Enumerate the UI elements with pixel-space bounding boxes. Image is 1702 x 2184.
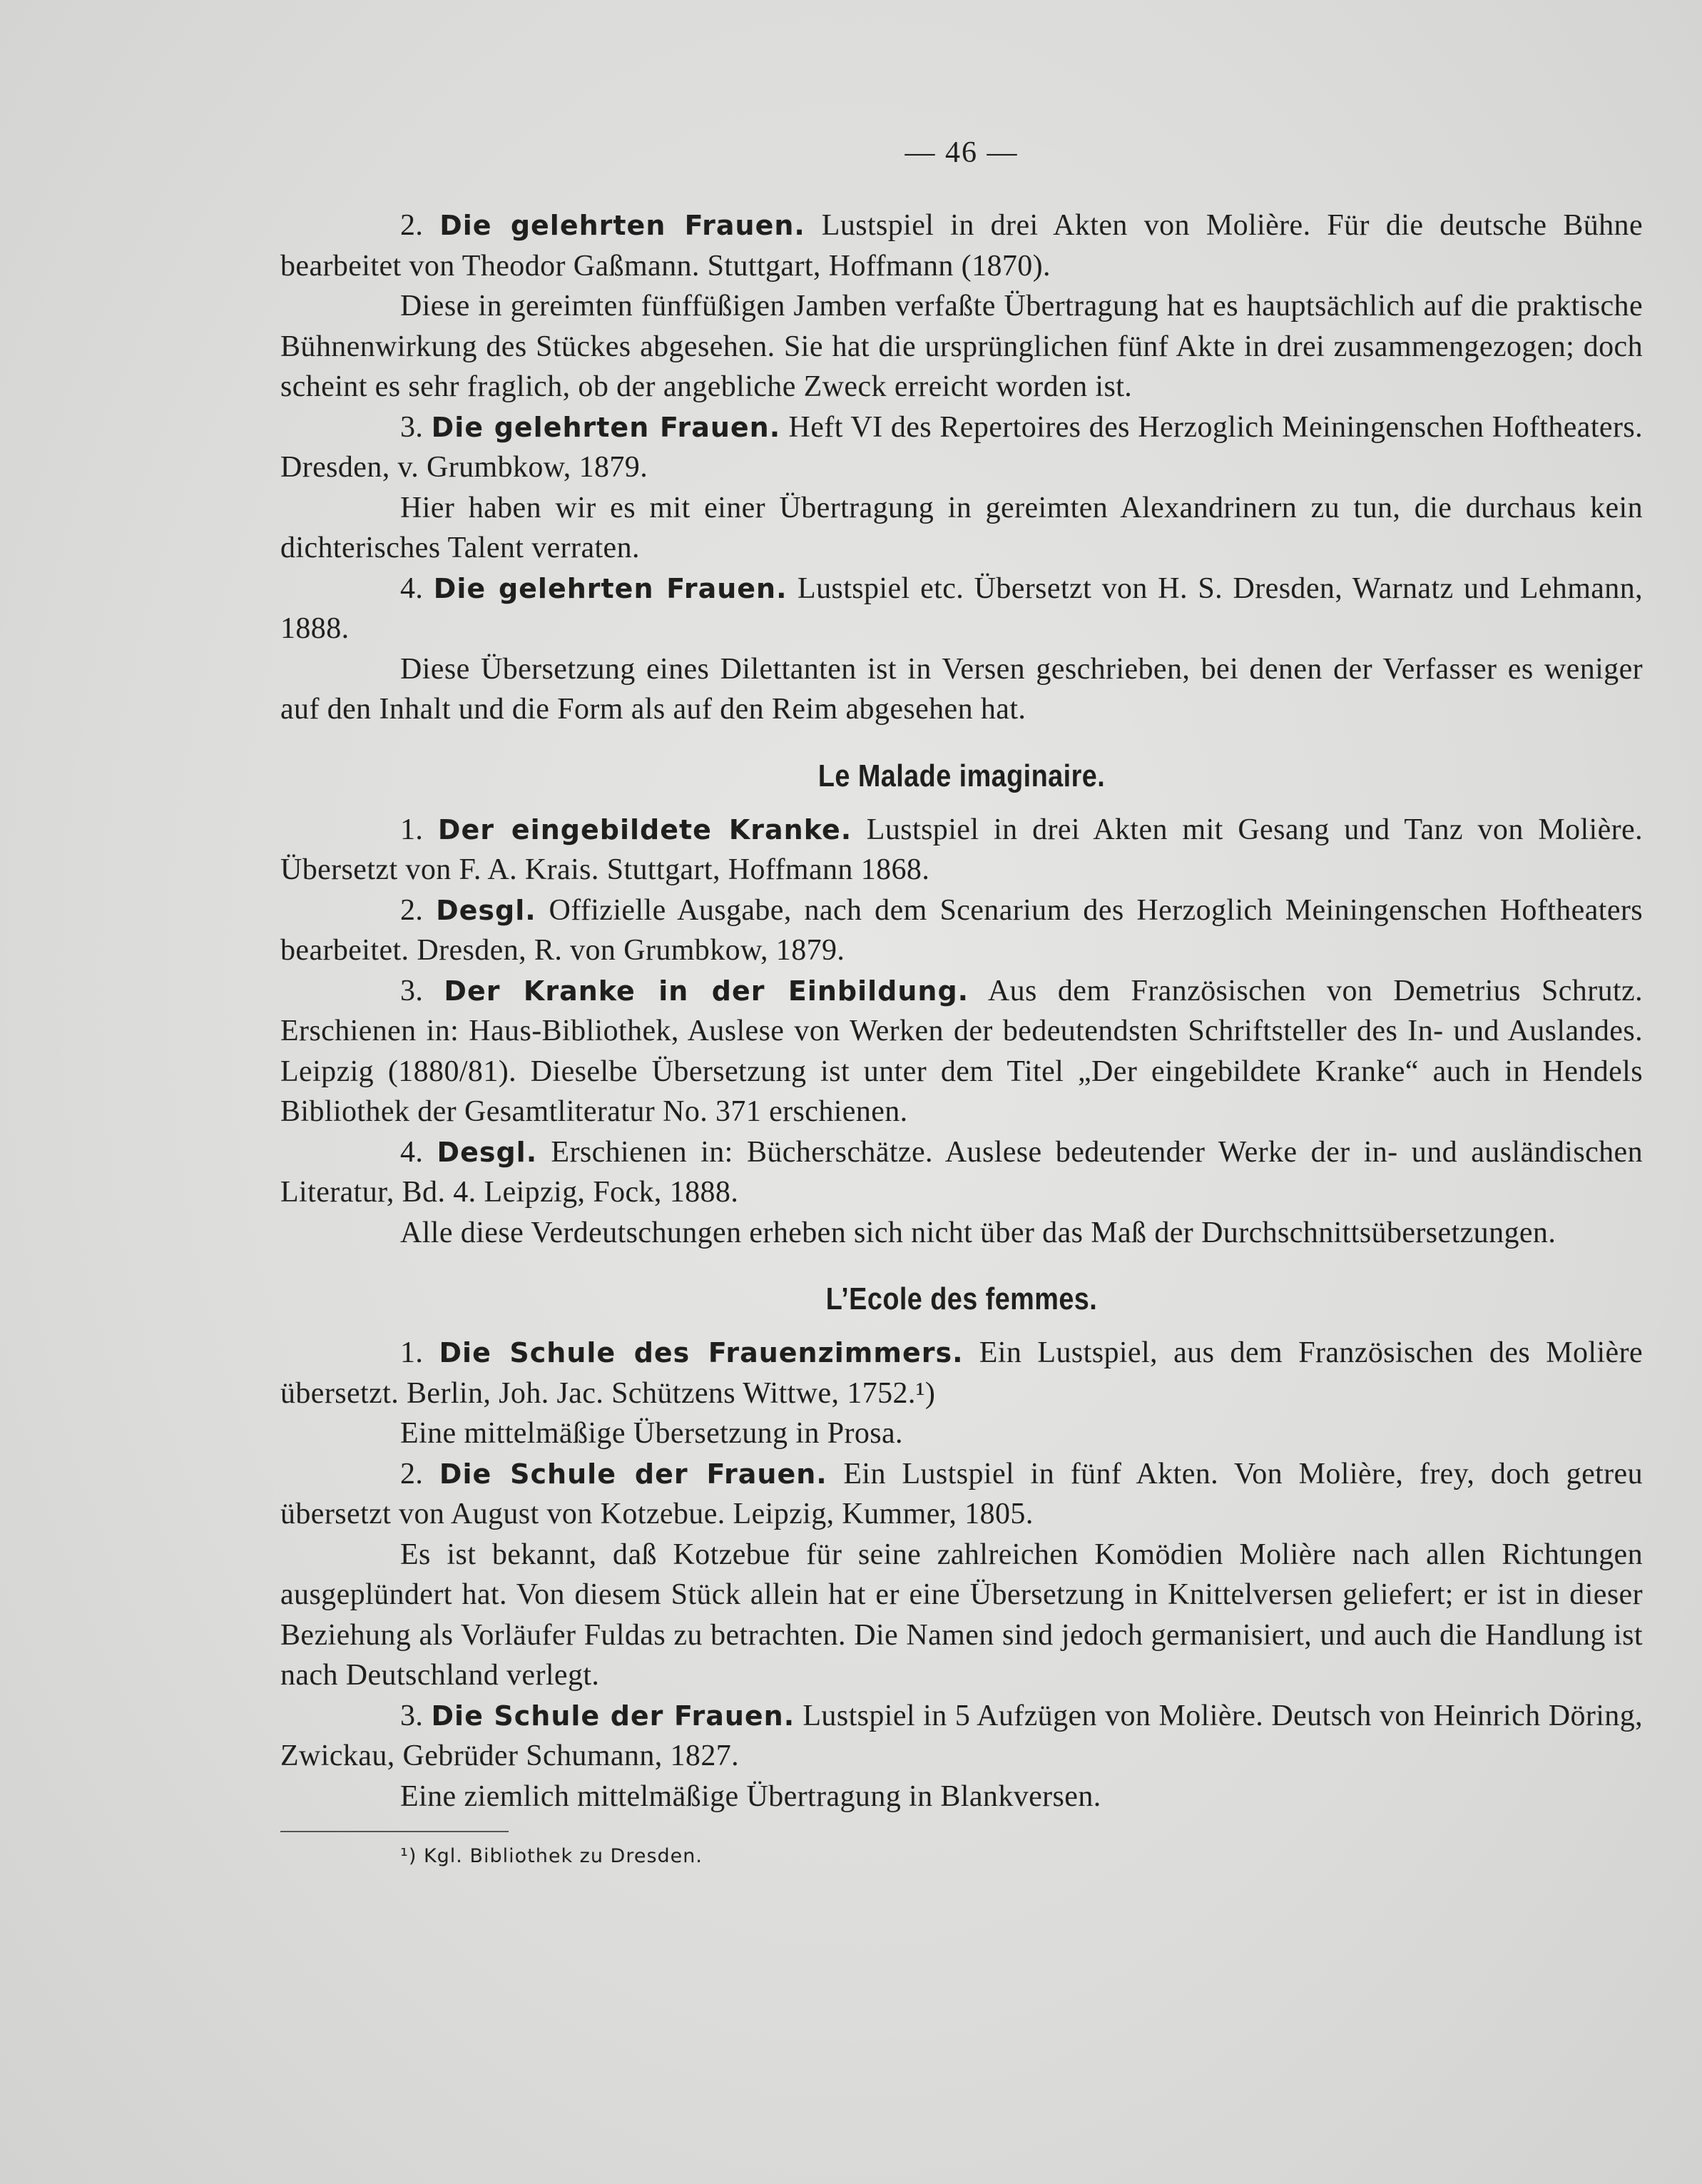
commentary-paragraph: Diese Übersetzung eines Dilettanten ist in Versen geschrieben, bei denen der Verfasser es weniger auf den Inhalt und die Form als auf den Reim abgesehen hat. bbox=[280, 652, 1643, 726]
commentary-paragraph: Eine ziemlich mittelmäßige Übertragung in Blankversen. bbox=[400, 1779, 1101, 1813]
entry-title: Die Schule der Frauen. bbox=[439, 1458, 827, 1490]
section-ecole-des-femmes bbox=[280, 1281, 1643, 1817]
section-malade-imaginaire bbox=[280, 758, 1643, 1254]
entry-paragraph: 3. Die gelehrten Frauen. Heft VI des Repertoires des Herzoglich Meiningenschen Hoftheaters. Dresden, v. Grumbkow, 1879. bbox=[280, 410, 1643, 484]
entry-title: Die Schule des Frauenzimmers. bbox=[439, 1337, 964, 1368]
page-number: — 46 — bbox=[904, 136, 1019, 169]
text-block bbox=[280, 136, 1643, 1867]
entry-title: Die gelehrten Frauen. bbox=[433, 572, 788, 604]
entry-title: Die gelehrten Frauen. bbox=[431, 411, 781, 443]
entry-title: Der Kranke in der Einbildung. bbox=[444, 975, 969, 1007]
entry-title: Der eingebildete Kranke. bbox=[437, 813, 852, 845]
entry-paragraph: 2. Die Schule der Frauen. Ein Lustspiel in fünf Akten. Von Molière, frey, doch getreu übersetzt von August von Kotzebue. Leipzig, Kummer, 1805. bbox=[280, 1457, 1644, 1530]
entry-title: Desgl. bbox=[436, 894, 536, 926]
commentary-paragraph: Hier haben wir es mit einer Übertragung in gereimten Alexandrinern zu tun, die durchaus kein dichterisches Talent verraten. bbox=[280, 491, 1643, 564]
entry-paragraph: 3. Die Schule der Frauen. Lustspiel in 5 Aufzügen von Molière. Deutsch von Heinrich Döring, Zwickau, Gebrüder Schumann, 1827. bbox=[280, 1699, 1643, 1772]
footnote-divider bbox=[280, 1831, 509, 1832]
commentary-paragraph: Diese in gereimten fünffüßigen Jamben verfaßte Übertragung hat es hauptsächlich auf die praktische Bühnenwirkung des Stückes abgesehen. Sie hat die ursprünglichen fünf Akte in drei zusammengezogen; doch scheint es sehr fraglich, ob der angebliche Zweck erreicht worden ist. bbox=[280, 290, 1643, 403]
entry-title: Die Schule der Frauen. bbox=[431, 1700, 795, 1732]
entry-paragraph: 1. Die Schule des Frauenzimmers. Ein Lustspiel, aus dem Französischen des Molière übersetzt. Berlin, Joh. Jac. Schützens Wittwe, 1752.¹) bbox=[280, 1336, 1644, 1410]
entry-paragraph: 3. Der Kranke in der Einbildung. Aus dem Französischen von Demetrius Schrutz. Erschienen in: Haus-Bibliothek, Auslese von Werken der bedeutendsten Schriftsteller des In- und Auslandes. Leipzig (1880/81). Dieselbe Übersetzung ist unter dem Titel „Der eingebildete Kranke“ auch in Hendels Bibliothek der Gesamtliteratur No. 371 erschienen. bbox=[280, 974, 1643, 1128]
entry-paragraph: 4. Die gelehrten Frauen. Lustspiel etc. Übersetzt von H. S. Dresden, Warnatz und Lehmann, 1888. bbox=[280, 572, 1644, 645]
footnote: ¹) Kgl. Bibliothek zu Dresden. bbox=[400, 1845, 703, 1867]
entry-paragraph: 4. Desgl. Erschienen in: Bücherschätze. Auslese bedeutender Werke der in- und ausländischen Literatur, Bd. 4. Leipzig, Fock, 1888. bbox=[280, 1135, 1644, 1209]
section-heading: Le Malade imaginaire. bbox=[817, 758, 1106, 793]
entry-paragraph: 1. Der eingebildete Kranke. Lustspiel in drei Akten mit Gesang und Tanz von Molière. Übersetzt von F. A. Krais. Stuttgart, Hoffmann 1868. bbox=[280, 813, 1643, 886]
entry-title: Desgl. bbox=[437, 1136, 538, 1168]
commentary-paragraph: Eine mittelmäßige Übersetzung in Prosa. bbox=[400, 1417, 903, 1450]
commentary-paragraph: Es ist bekannt, daß Kotzebue für seine zahlreichen Komödien Molière nach allen Richtungen ausgeplündert hat. Von diesem Stück allein hat er eine Übersetzung in Knittelversen geliefert; er ist in dieser Beziehung als Vorläufer Fuldas zu betrachten. Die Namen sind jedoch germanisiert, und auch die Handlung ist nach Deutschland verlegt. bbox=[280, 1538, 1643, 1692]
entry-paragraph: 2. Die gelehrten Frauen. Lustspiel in drei Akten von Molière. Für die deutsche Bühne bearbeitet von Theodor Gaßmann. Stuttgart, Hoffmann (1870). bbox=[280, 209, 1643, 283]
entry-title: Die gelehrten Frauen. bbox=[439, 210, 805, 241]
section-continuation bbox=[280, 205, 1643, 730]
section-heading: L’Ecole des femmes. bbox=[825, 1281, 1098, 1316]
entry-paragraph: 2. Desgl. Offizielle Ausgabe, nach dem Scenarium des Herzoglich Meiningenschen Hoftheaters bearbeitet. Dresden, R. von Grumbkow, 1879. bbox=[280, 893, 1644, 967]
commentary-paragraph: Alle diese Verdeutschungen erheben sich nicht über das Maß der Durchschnittsübersetzungen. bbox=[400, 1216, 1556, 1249]
